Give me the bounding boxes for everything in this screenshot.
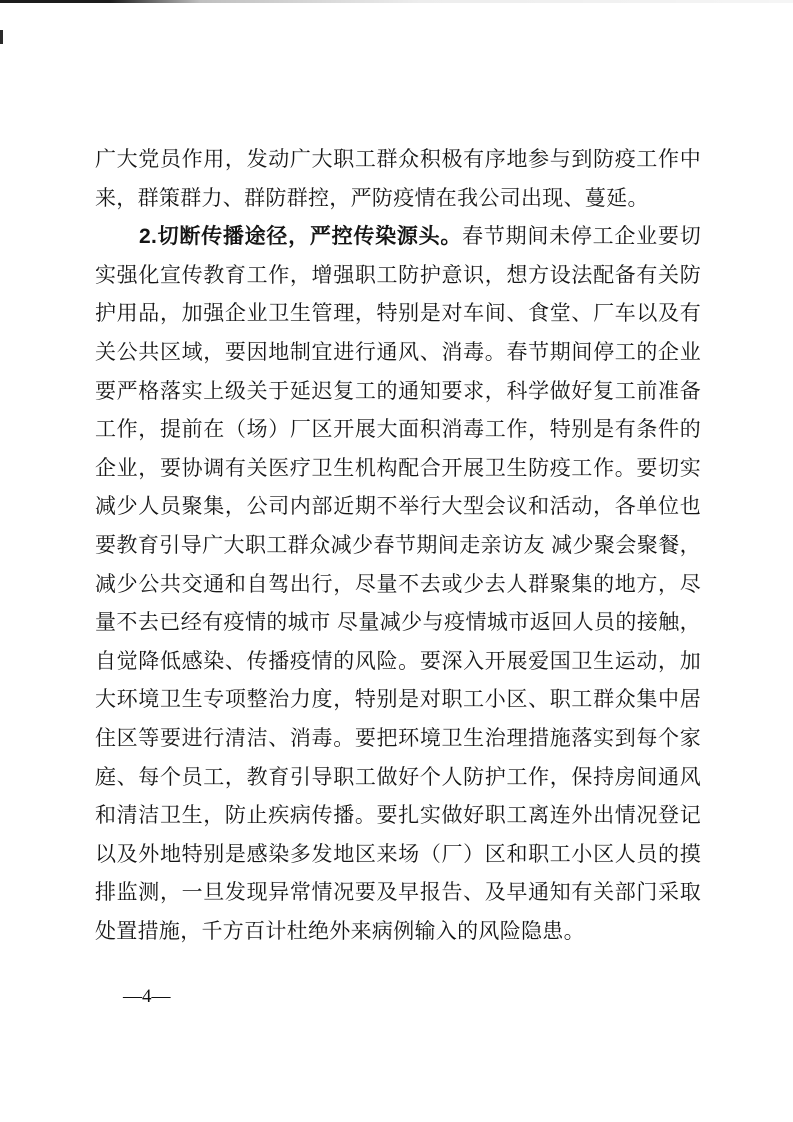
text-line: 实强化宣传教育工作，增强职工防护意识，想方设法配备有关防 [95, 263, 701, 287]
text-line: 护用品，加强企业卫生管理，特别是对车间、食堂、厂车以及有 [95, 302, 701, 326]
page-number: —4— [123, 986, 171, 1007]
text-line: 量不去已经有疫情的城市 尽量减少与疫情城市返回人员的接触， [95, 611, 701, 635]
text-line: 住区等要进行清洁、消毒。要把环境卫生治理措施落实到每个家 [95, 726, 701, 750]
scan-artifact-top-edge [0, 0, 793, 3]
text-line: 广大党员作用，发动广大职工群众积极有序地参与到防疫工作中 [95, 148, 701, 171]
text-line: 减少人员聚集，公司内部近期不举行大型会议和活动，各单位也 [95, 495, 701, 519]
text-line: 排监测，一旦发现异常情况要及早报告、及早通知有关部门采取 [95, 881, 701, 905]
text-line: 减少公共交通和自驾出行，尽量不去或少去人群聚集的地方，尽 [95, 572, 701, 596]
text-line: 要严格落实上级关于延迟复工的通知要求，科学做好复工前准备 [95, 379, 701, 403]
text-line: 以及外地特别是感染多发地区来场（厂）区和职工小区人员的摸 [95, 842, 701, 866]
text-line: 企业，要协调有关医疗卫生机构配合开展卫生防疫工作。要切实 [95, 456, 701, 480]
text-line: 工作，提前在（场）厂区开展大面积消毒工作，特别是有条件的 [95, 418, 701, 442]
section-heading-bold: 2.切断传播途径，严控传染源头。 [139, 225, 463, 249]
text-line: 关公共区域，要因地制宜进行通风、消毒。春节期间停工的企业 [95, 340, 701, 364]
text-line: 处置措施，千方百计杜绝外来病例输入的风险隐患。 [95, 919, 585, 943]
scan-artifact-left-edge [0, 30, 3, 44]
text-line: 庭、每个员工，教育引导职工做好个人防护工作，保持房间通风 [95, 765, 701, 789]
text-line: 和清洁卫生，防止疾病传播。要扎实做好职工离连外出情况登记 [95, 804, 701, 828]
text-line: 要教育引导广大职工群众减少春节期间走亲访友 减少聚会聚餐， [95, 533, 701, 557]
document-body [95, 141, 701, 951]
text-line: 来，群策群力、群防群控，严防疫情在我公司出现、蔓延。 [95, 186, 649, 210]
text-line: 自觉降低感染、传播疫情的风险。要深入开展爱国卫生运动，加 [95, 649, 701, 673]
text-line: 大环境卫生专项整治力度，特别是对职工小区、职工群众集中居 [95, 688, 701, 712]
text-run: 春节期间未停工企业要切 [462, 225, 701, 249]
text-line [95, 218, 701, 257]
